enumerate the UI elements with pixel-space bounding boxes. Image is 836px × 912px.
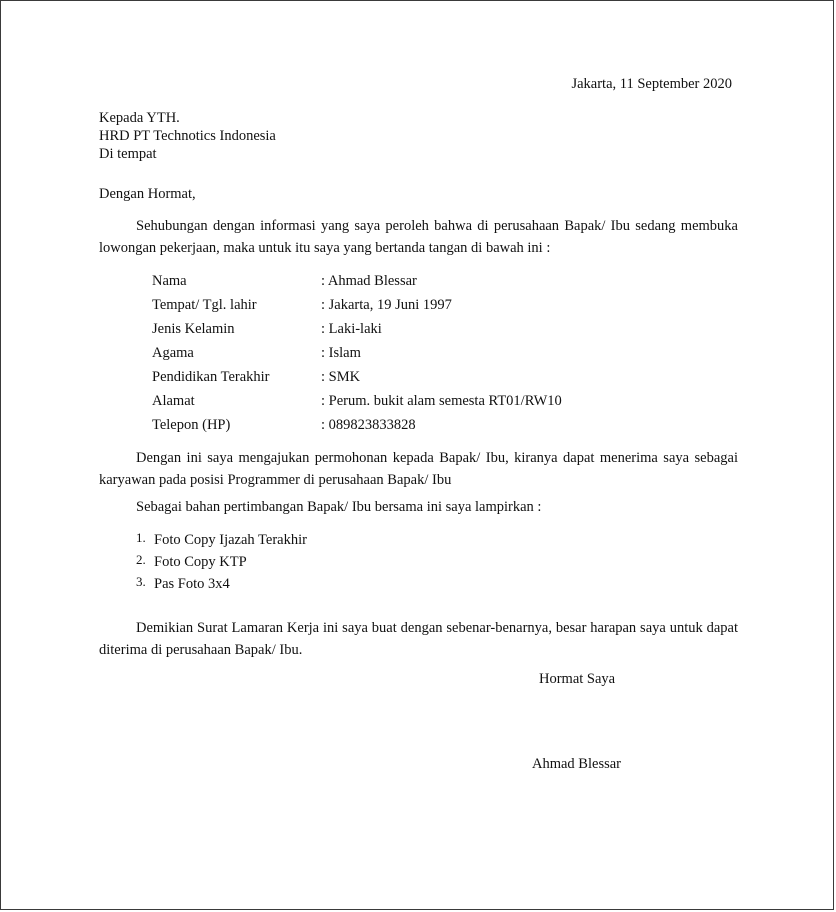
- identity-value: : 089823833828: [321, 416, 416, 433]
- identity-label: Jenis Kelamin: [152, 320, 235, 337]
- list-number: 3.: [136, 574, 146, 589]
- identity-label: Pendidikan Terakhir: [152, 368, 270, 385]
- recipient-line: Di tempat: [99, 146, 157, 162]
- identity-label: Telepon (HP): [152, 416, 231, 433]
- identity-row: [152, 365, 562, 389]
- list-item: [136, 551, 307, 573]
- identity-value: : SMK: [321, 368, 361, 385]
- identity-row: [152, 293, 562, 317]
- identity-label: Tempat/ Tgl. lahir: [152, 296, 257, 313]
- closing-paragraph: Demikian Surat Lamaran Kerja ini saya buat dengan sebenar-benarnya, besar harapan saya untuk dapat diterima di perusahaan Bapak/ Ibu.: [99, 620, 738, 658]
- identity-value: : Laki-laki: [321, 320, 382, 337]
- application-paragraph: Dengan ini saya mengajukan permohonan kepada Bapak/ Ibu, kiranya dapat menerima saya sebagai karyawan pada posisi Programmer di perusahaan Bapak/ Ibu: [99, 450, 738, 488]
- identity-label: Alamat: [152, 392, 195, 409]
- identity-value: : Jakarta, 19 Juni 1997: [321, 296, 452, 313]
- identity-row: [152, 269, 562, 293]
- recipient-block: [99, 109, 276, 163]
- list-item-text: Foto Copy Ijazah Terakhir: [154, 532, 307, 548]
- recipient-line: Kepada YTH.: [99, 110, 180, 126]
- identity-row: [152, 413, 562, 437]
- list-item-text: Pas Foto 3x4: [154, 576, 230, 592]
- list-number: 1.: [136, 530, 146, 545]
- identity-row: [152, 341, 562, 365]
- list-number: 2.: [136, 552, 146, 567]
- list-item: [136, 529, 307, 551]
- identity-row: [152, 389, 562, 413]
- identity-value: : Perum. bukit alam semesta RT01/RW10: [321, 392, 562, 409]
- identity-value: : Ahmad Blessar: [321, 272, 417, 289]
- greeting: Dengan Hormat,: [99, 186, 196, 202]
- letter-date: Jakarta, 11 September 2020: [571, 76, 732, 92]
- list-item-text: Foto Copy KTP: [154, 554, 247, 570]
- attachments-list: [136, 529, 307, 595]
- closing-salutation: Hormat Saya: [539, 671, 616, 687]
- identity-label: Nama: [152, 272, 187, 289]
- intro-paragraph: Sehubungan dengan informasi yang saya peroleh bahwa di perusahaan Bapak/ Ibu sedang membuka lowongan pekerjaan, maka untuk itu saya yang bertanda tangan di bawah ini :: [99, 218, 738, 256]
- identity-table: [152, 269, 562, 437]
- signer-name: Ahmad Blessar: [532, 756, 621, 772]
- list-item: [136, 573, 307, 595]
- attachments-intro: Sebagai bahan pertimbangan Bapak/ Ibu bersama ini saya lampirkan :: [136, 499, 542, 515]
- identity-value: : Islam: [321, 344, 361, 361]
- identity-row: [152, 317, 562, 341]
- recipient-line: HRD PT Technotics Indonesia: [99, 128, 276, 144]
- identity-label: Agama: [152, 344, 194, 361]
